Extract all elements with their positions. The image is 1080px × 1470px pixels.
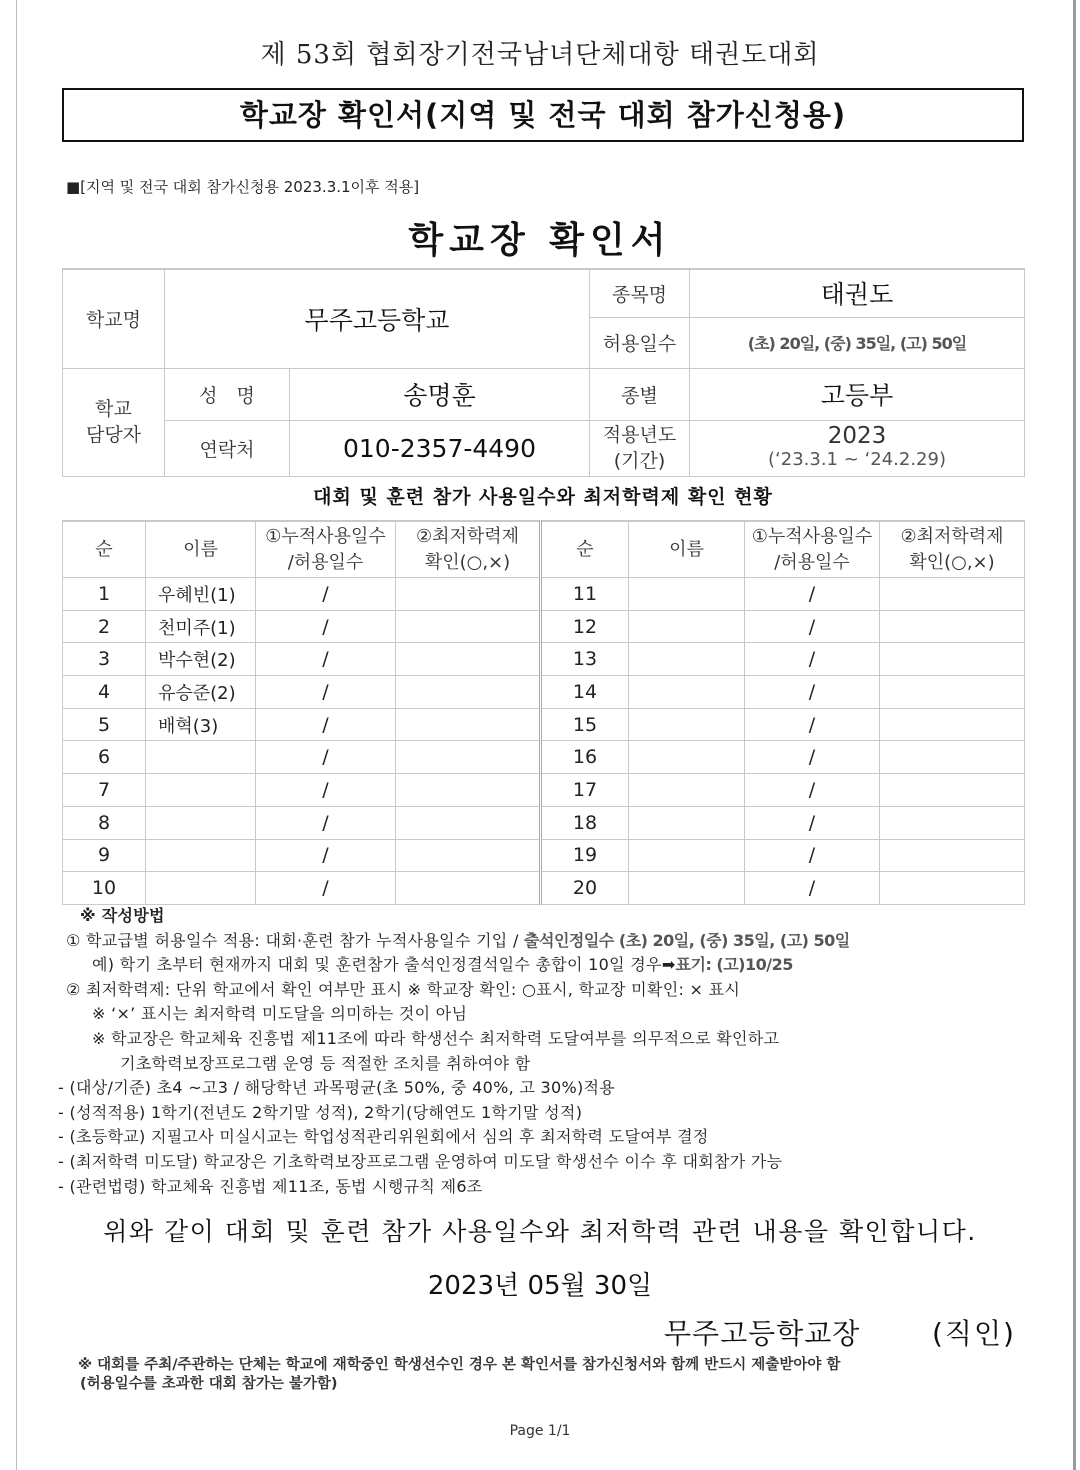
instruction-note-law: ※ 학교장은 학교체육 진흥법 제11조에 따라 학생선수 최저학력 도달여부를 의무적으로 확인하고 <box>92 1028 780 1048</box>
athlete-status-table <box>62 520 1025 905</box>
days-cell: / <box>256 872 396 905</box>
school-value: 무주고등학교 <box>165 269 590 368</box>
min-academic-cell <box>880 676 1025 709</box>
no-cell: 4 <box>63 676 146 709</box>
event-title: 제 53회 협회장기전국남녀단체대항 태권도대회 <box>260 40 820 70</box>
status-table-caption: 대회 및 훈련 참가 사용일수와 최저학력제 확인 현황 <box>313 486 773 508</box>
name-cell <box>629 610 745 643</box>
name-cell <box>629 839 745 872</box>
name-cell <box>629 806 745 839</box>
days-cell: / <box>745 676 880 709</box>
days-cell: / <box>745 774 880 807</box>
days-cell: / <box>256 806 396 839</box>
no-cell: 17 <box>541 774 629 807</box>
document-banner: 학교장 확인서(지역 및 전국 대회 참가신청용) <box>62 88 1024 142</box>
footnote-line-2: (허용일수를 초과한 대회 참가는 불가함) <box>80 1376 338 1392</box>
no-cell: 15 <box>541 708 629 741</box>
name-cell <box>629 643 745 676</box>
no-cell: 12 <box>541 610 629 643</box>
days-cell: / <box>745 806 880 839</box>
days-cell: / <box>256 708 396 741</box>
official-seal: (직인) <box>932 1317 1016 1350</box>
min-academic-cell <box>880 708 1025 741</box>
year-value: 2023 <box>827 423 887 449</box>
name-cell <box>146 839 256 872</box>
table-row <box>63 610 1025 643</box>
min-academic-cell <box>396 643 541 676</box>
min-academic-cell <box>396 708 541 741</box>
table-row <box>63 643 1025 676</box>
instruction-note-x: ※ ‘×’ 표시는 최저학력 미도달을 의미하는 것이 아님 <box>92 1004 468 1024</box>
col-no: 순 <box>541 521 629 578</box>
instructions-heading: ※ 작성방법 <box>80 906 165 925</box>
allowed-days-value: (초) 20일, (중) 35일, (고) 50일 <box>747 334 967 353</box>
name-cell <box>629 578 745 611</box>
days-cell: / <box>745 839 880 872</box>
col-min-academic: ②최저학력제 확인(○,×) <box>396 521 541 578</box>
table-row <box>63 708 1025 741</box>
rule-elementary: - (초등학교) 지필고사 미실시교는 학업성적관리위원회에서 심의 후 최저학력 도달여부 결정 <box>58 1127 709 1147</box>
rule-target: - (대상/기준) 초4 ~고3 / 해당학년 과목평균(초 50%, 중 40%, 고 30%)적용 <box>58 1078 616 1098</box>
days-cell: / <box>256 839 396 872</box>
days-cell: / <box>745 578 880 611</box>
min-academic-cell <box>396 806 541 839</box>
days-cell: / <box>256 741 396 774</box>
no-cell: 3 <box>63 643 146 676</box>
division-label: 종별 <box>590 368 690 420</box>
col-days: ①누적사용일수 /허용일수 <box>745 521 880 578</box>
min-academic-cell <box>880 643 1025 676</box>
min-academic-cell <box>396 741 541 774</box>
no-cell: 6 <box>63 741 146 774</box>
name-cell <box>146 741 256 774</box>
no-cell: 11 <box>541 578 629 611</box>
person-name-value: 송명훈 <box>290 368 590 420</box>
instruction-1: ① 학교급별 허용일수 적용: 대회·훈련 참가 누적사용일수 기입 / <box>66 930 525 950</box>
application-notice: ■[지역 및 전국 대회 참가신청용 2023.3.1이후 적용] <box>66 178 420 196</box>
name-cell <box>629 676 745 709</box>
arrow-icon: ➡ <box>661 955 676 975</box>
days-cell: / <box>745 741 880 774</box>
min-academic-cell <box>880 872 1025 905</box>
allowed-days-label: 허용일수 <box>590 317 690 368</box>
no-cell: 20 <box>541 872 629 905</box>
no-cell: 1 <box>63 578 146 611</box>
min-academic-cell <box>880 610 1025 643</box>
no-cell: 13 <box>541 643 629 676</box>
confirmation-statement: 위와 같이 대회 및 훈련 참가 사용일수와 최저학력 관련 내용을 확인합니다. <box>103 1217 977 1246</box>
days-cell: / <box>745 872 880 905</box>
days-cell: / <box>745 610 880 643</box>
days-cell: / <box>256 643 396 676</box>
document-title: 학교장 확인서 <box>408 220 672 261</box>
phone-value: 010-2357-4490 <box>290 420 590 476</box>
days-cell: / <box>256 676 396 709</box>
school-label: 학교명 <box>63 269 165 368</box>
name-cell <box>629 774 745 807</box>
table-row <box>63 774 1025 807</box>
sport-value: 태권도 <box>690 269 1025 317</box>
min-academic-cell <box>880 741 1025 774</box>
issue-date: 2023년 05월 30일 <box>427 1271 653 1301</box>
no-cell: 16 <box>541 741 629 774</box>
no-cell: 10 <box>63 872 146 905</box>
sport-label: 종목명 <box>590 269 690 317</box>
min-academic-cell <box>396 839 541 872</box>
min-academic-cell <box>880 806 1025 839</box>
instruction-note-law-cont: 기초학력보장프로그램 운영 등 적절한 조치를 취하여야 함 <box>120 1053 531 1073</box>
min-academic-cell <box>396 610 541 643</box>
contact-label: 학교 담당자 <box>63 368 165 476</box>
phone-label: 연락처 <box>165 420 290 476</box>
days-cell: / <box>745 708 880 741</box>
name-cell <box>629 741 745 774</box>
no-cell: 9 <box>63 839 146 872</box>
year-label: 적용년도 (기간) <box>590 420 690 476</box>
table-row <box>63 806 1025 839</box>
table-row <box>63 741 1025 774</box>
col-no: 순 <box>63 521 146 578</box>
year-period: (‘23.3.1 ~ ‘24.2.29) <box>768 449 946 470</box>
min-academic-cell <box>880 774 1025 807</box>
principal-signature: 무주고등학교장 <box>664 1317 861 1350</box>
col-days: ①누적사용일수 /허용일수 <box>256 521 396 578</box>
no-cell: 18 <box>541 806 629 839</box>
name-cell <box>146 806 256 839</box>
no-cell: 5 <box>63 708 146 741</box>
no-cell: 14 <box>541 676 629 709</box>
col-min-academic: ②최저학력제 확인(○,×) <box>880 521 1025 578</box>
no-cell: 8 <box>63 806 146 839</box>
rule-grades: - (성적적용) 1학기(전년도 2학기말 성적), 2학기(당해연도 1학기말 성적) <box>58 1102 583 1122</box>
table-row <box>63 839 1025 872</box>
no-cell: 19 <box>541 839 629 872</box>
table-row <box>63 872 1025 905</box>
min-academic-cell <box>396 676 541 709</box>
min-academic-cell <box>880 578 1025 611</box>
name-cell: 천미주(1) <box>146 610 256 643</box>
days-cell: / <box>256 578 396 611</box>
instruction-2: ② 최저학력제: 단위 학교에서 확인 여부만 표시 ※ 학교장 확인: ○표시, 학교장 미확인: × 표시 <box>66 979 741 999</box>
col-name: 이름 <box>146 521 256 578</box>
instruction-example: 예) 학기 초부터 현재까지 대회 및 훈련참가 출석인정결석일수 총합이 10일 경우 <box>92 955 662 975</box>
page-number: Page 1/1 <box>509 1423 571 1439</box>
no-cell: 7 <box>63 774 146 807</box>
person-name-label: 성 명 <box>165 368 290 420</box>
name-cell: 배혁(3) <box>146 708 256 741</box>
table-row <box>63 676 1025 709</box>
min-academic-cell <box>396 774 541 807</box>
min-academic-cell <box>396 578 541 611</box>
name-cell: 유승준(2) <box>146 676 256 709</box>
footnote-line-1: ※ 대회를 주최/주관하는 단체는 학교에 재학중인 학생선수인 경우 본 확인서를 참가신청서와 함께 반드시 제출받아야 함 <box>78 1357 841 1373</box>
days-cell: / <box>256 610 396 643</box>
name-cell <box>146 774 256 807</box>
school-info-table <box>62 268 1025 477</box>
instruction-example-mark: 표기: (고)10/25 <box>675 955 793 975</box>
col-name: 이름 <box>629 521 745 578</box>
instruction-1-highlight: 출석인정일수 (초) 20일, (중) 35일, (고) 50일 <box>524 930 850 950</box>
name-cell <box>146 872 256 905</box>
no-cell: 2 <box>63 610 146 643</box>
min-academic-cell <box>880 839 1025 872</box>
min-academic-cell <box>396 872 541 905</box>
table-row <box>63 578 1025 611</box>
days-cell: / <box>256 774 396 807</box>
division-value: 고등부 <box>690 368 1025 420</box>
days-cell: / <box>745 643 880 676</box>
name-cell <box>629 872 745 905</box>
name-cell: 우혜빈(1) <box>146 578 256 611</box>
footnote <box>78 1356 1018 1394</box>
rule-law: - (관련법령) 학교체육 진흥법 제11조, 동법 시행규칙 제6조 <box>58 1176 483 1196</box>
writing-instructions <box>58 904 1026 1199</box>
name-cell: 박수현(2) <box>146 643 256 676</box>
name-cell <box>629 708 745 741</box>
rule-not-reached: - (최저학력 미도달) 학교장은 기초학력보장프로그램 운영하여 미도달 학생선수 이수 후 대회참가 가능 <box>58 1151 783 1171</box>
